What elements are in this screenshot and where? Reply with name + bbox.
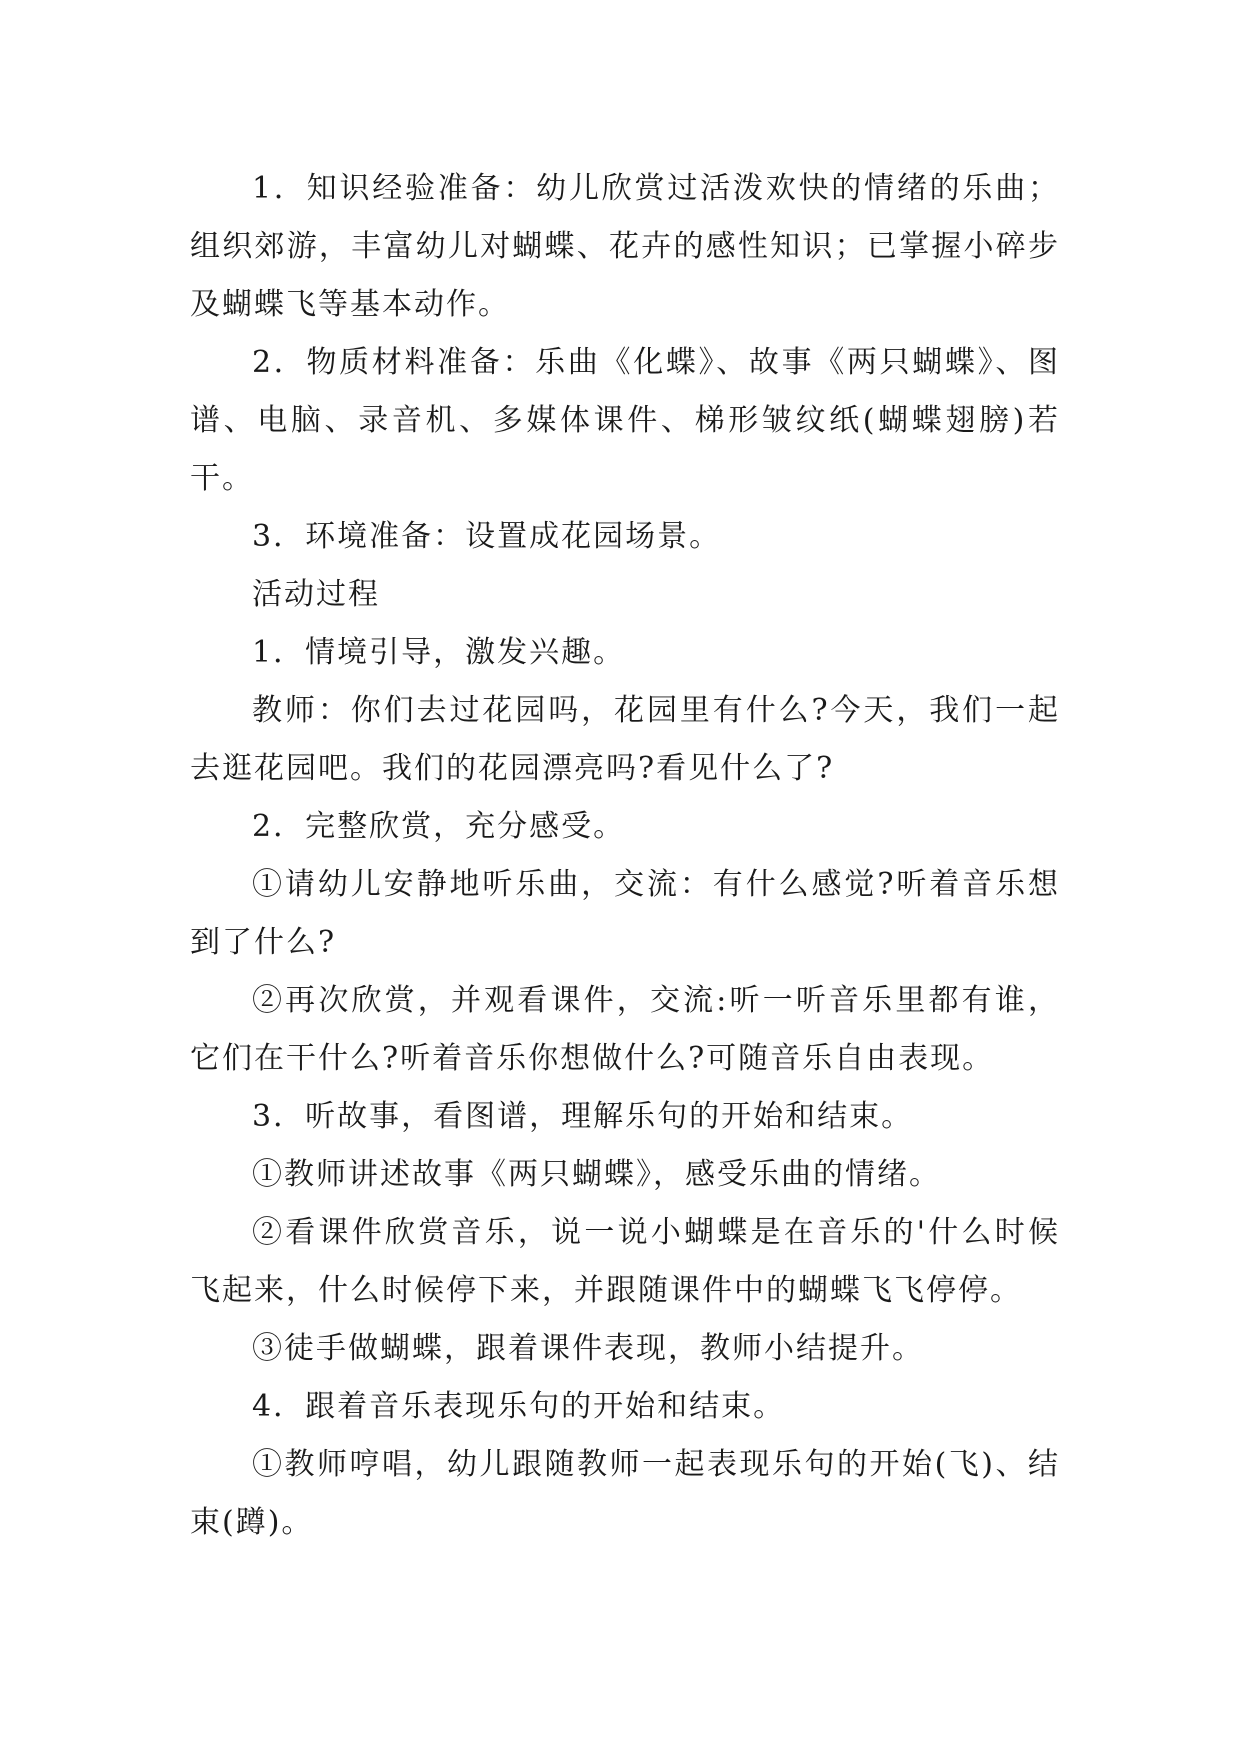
paragraph-step-2-item-1: ①请幼儿安静地听乐曲，交流：有什么感觉?听着音乐想到了什么? — [190, 867, 1060, 960]
paragraph-step-3-item-3: ③徒手做蝴蝶，跟着课件表现，教师小结提升。 — [252, 1331, 924, 1366]
paragraph-teacher-dialogue: 教师：你们去过花园吗，花园里有什么?今天，我们一起去逛花园吧。我们的花园漂亮吗?看见什么了? — [190, 693, 1060, 786]
section-heading-activity-process: 活动过程 — [252, 577, 380, 612]
paragraph-environment-prep: 3．环境准备：设置成花园场景。 — [252, 519, 722, 554]
paragraph-step-4: 4．跟着音乐表现乐句的开始和结束。 — [252, 1389, 786, 1424]
paragraph-step-1: 1．情境引导，激发兴趣。 — [252, 635, 626, 670]
paragraph-knowledge-prep: 1．知识经验准备：幼儿欣赏过活泼欢快的情绪的乐曲；组织郊游，丰富幼儿对蝴蝶、花卉的感性知识；已掌握小碎步及蝴蝶飞等基本动作。 — [190, 171, 1060, 322]
document-body — [190, 160, 1060, 1552]
paragraph-step-3: 3．听故事，看图谱，理解乐句的开始和结束。 — [252, 1099, 914, 1134]
paragraph-step-2-item-2: ②再次欣赏，并观看课件，交流:听一听音乐里都有谁，它们在干什么?听着音乐你想做什么?可随音乐自由表现。 — [190, 983, 1060, 1076]
paragraph-step-4-item-1: ①教师哼唱，幼儿跟随教师一起表现乐句的开始(飞)、结束(蹲)。 — [190, 1447, 1060, 1540]
paragraph-material-prep: 2．物质材料准备：乐曲《化蝶》、故事《两只蝴蝶》、图谱、电脑、录音机、多媒体课件、梯形皱纹纸(蝴蝶翅膀)若干。 — [190, 345, 1060, 496]
paragraph-step-3-item-1: ①教师讲述故事《两只蝴蝶》，感受乐曲的情绪。 — [252, 1157, 941, 1192]
paragraph-step-3-item-2: ②看课件欣赏音乐，说一说小蝴蝶是在音乐的'什么时候飞起来，什么时候停下来，并跟随课件中的蝴蝶飞飞停停。 — [190, 1215, 1060, 1308]
paragraph-step-2: 2．完整欣赏，充分感受。 — [252, 809, 626, 844]
